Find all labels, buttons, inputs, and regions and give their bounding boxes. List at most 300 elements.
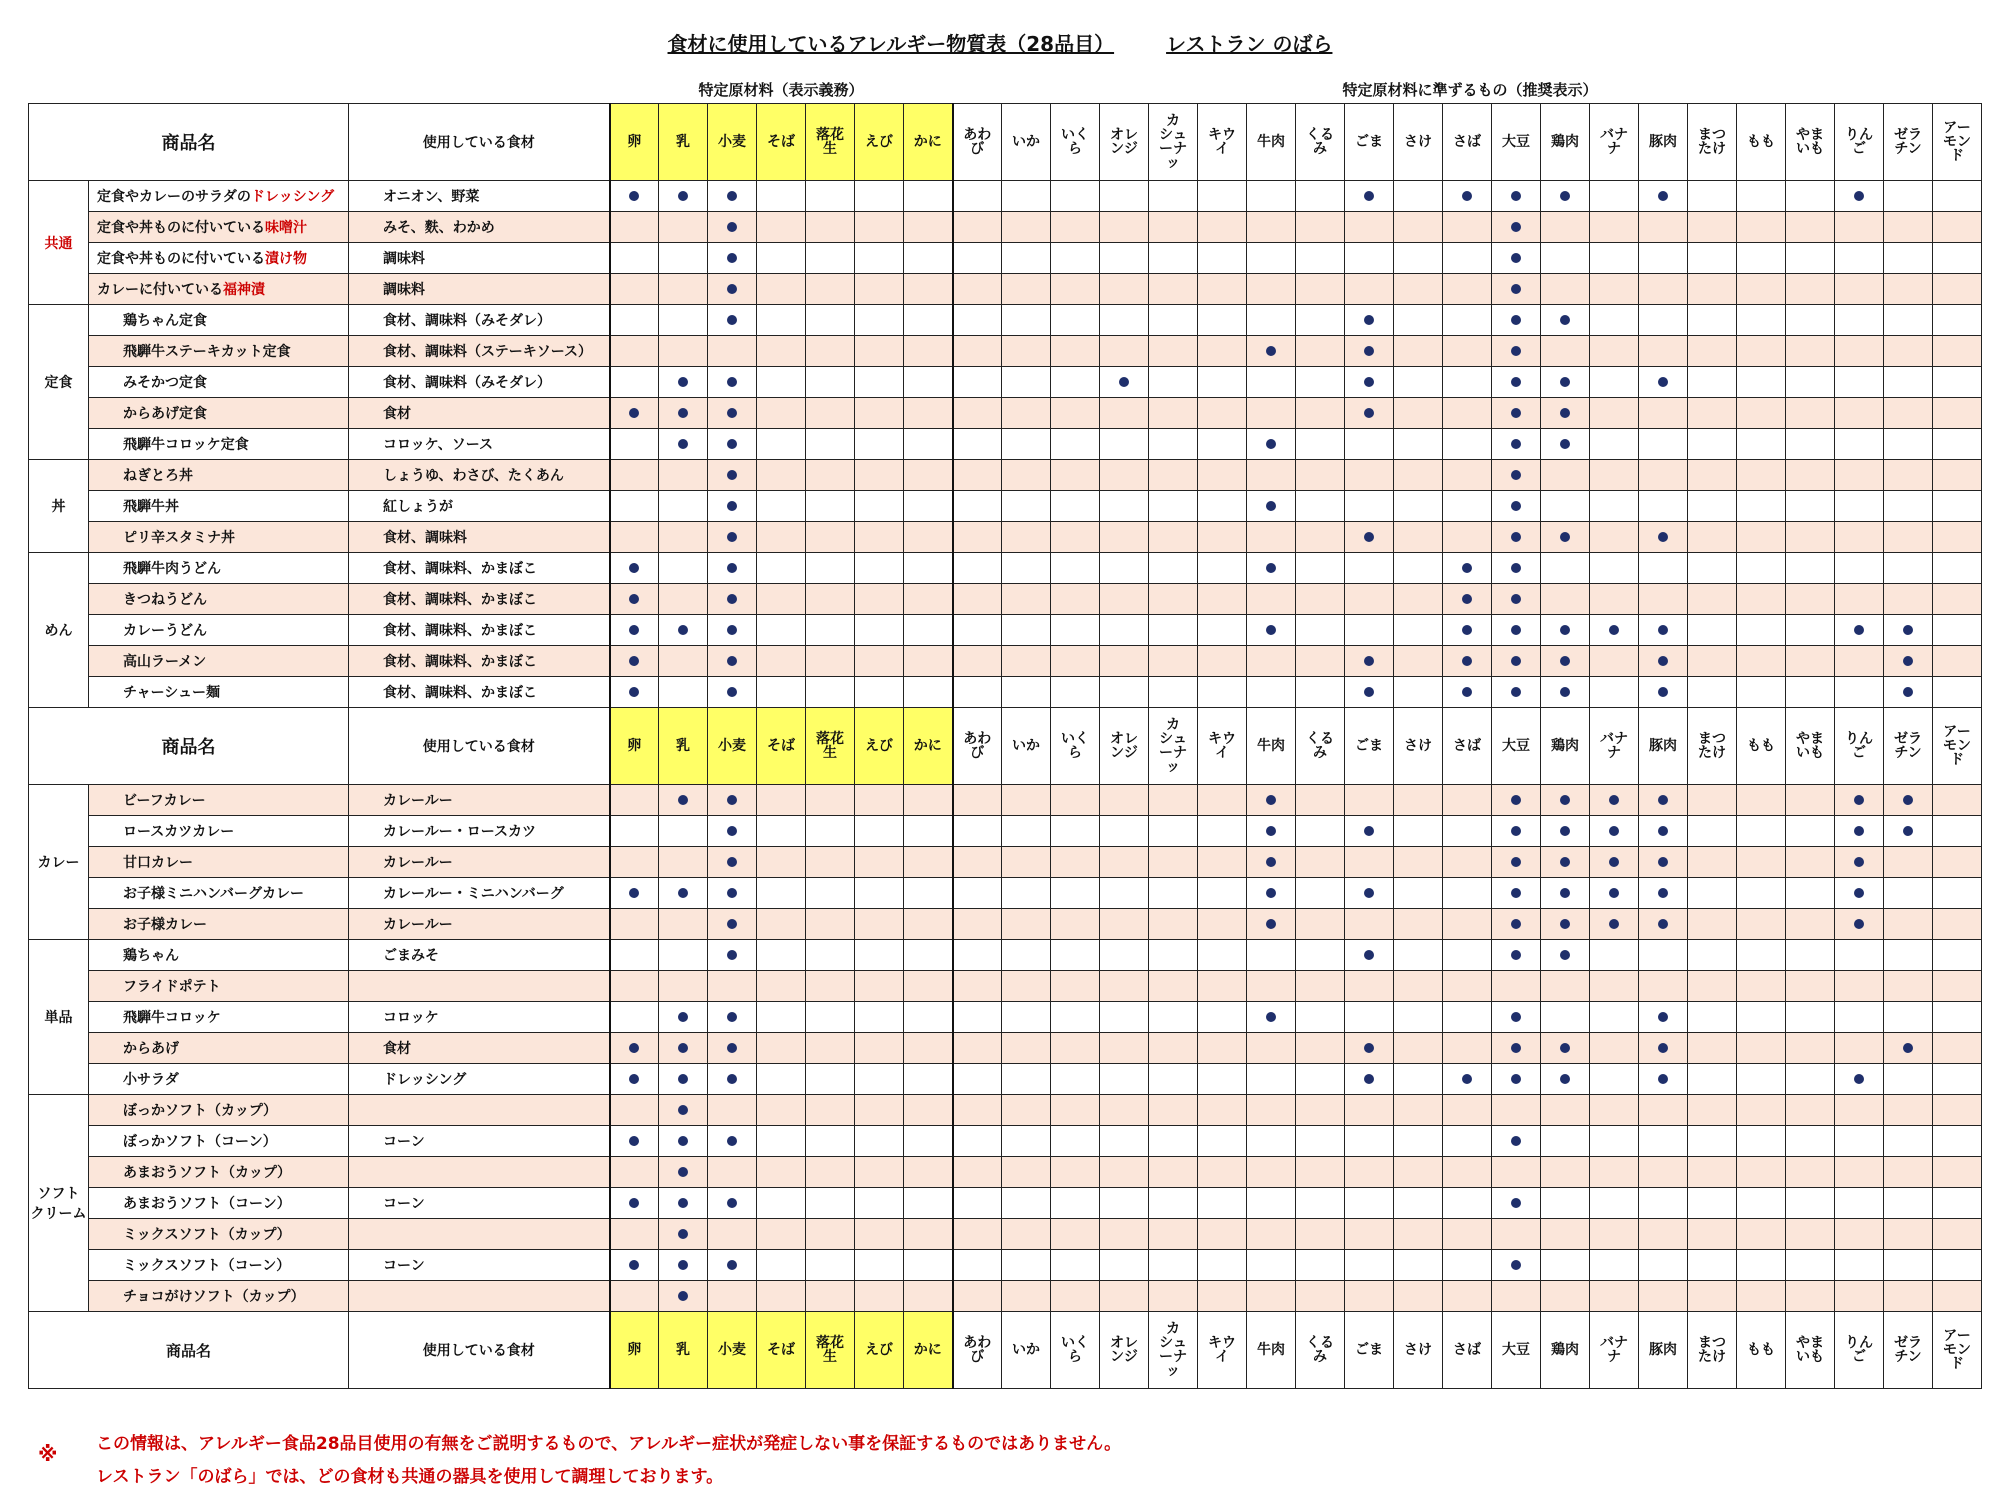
allergen-header: さけ <box>1394 104 1443 181</box>
allergen-cell <box>1639 1126 1688 1157</box>
product-name <box>89 460 349 491</box>
allergen-cell <box>806 460 855 491</box>
allergen-cell <box>806 305 855 336</box>
allergen-cell <box>1590 785 1639 816</box>
allergen-cell <box>1590 243 1639 274</box>
allergen-cell <box>1737 878 1786 909</box>
allergen-cell <box>806 1002 855 1033</box>
allergen-cell <box>1100 1033 1149 1064</box>
allergen-cell <box>1835 491 1884 522</box>
table-row <box>29 878 1982 909</box>
contains-dot-icon <box>1903 687 1913 697</box>
contains-dot-icon <box>1511 346 1521 356</box>
allergen-cell <box>1884 553 1933 584</box>
contains-dot-icon <box>1266 919 1276 929</box>
allergen-cell <box>1688 429 1737 460</box>
allergen-cell <box>1884 243 1933 274</box>
allergen-header: さば <box>1443 708 1492 785</box>
allergen-cell <box>1100 677 1149 708</box>
product-name <box>89 584 349 615</box>
ingredients-cell: カレールー <box>349 909 610 940</box>
allergen-cell <box>1443 1064 1492 1095</box>
allergen-cell <box>1198 553 1247 584</box>
allergen-header: 乳 <box>659 104 708 181</box>
contains-dot-icon <box>1560 950 1570 960</box>
allergen-cell <box>904 1219 953 1250</box>
allergen-cell <box>953 1095 1002 1126</box>
allergen-cell <box>610 274 659 305</box>
allergen-cell <box>1394 181 1443 212</box>
product-name <box>89 1064 349 1095</box>
restaurant-name: レストラン のばら <box>1166 32 1333 56</box>
allergen-cell <box>1541 1157 1590 1188</box>
allergen-cell <box>855 429 904 460</box>
product-name <box>89 522 349 553</box>
allergen-cell <box>610 1002 659 1033</box>
product-name <box>89 243 349 274</box>
allergen-header: あわ び <box>953 104 1002 181</box>
allergen-cell <box>806 1157 855 1188</box>
allergen-cell <box>1296 1281 1345 1312</box>
allergen-cell <box>1051 553 1100 584</box>
allergen-cell <box>1835 367 1884 398</box>
allergen-cell <box>1051 615 1100 646</box>
allergen-cell <box>757 553 806 584</box>
contains-dot-icon <box>1364 408 1374 418</box>
allergen-header: 豚肉 <box>1639 1312 1688 1389</box>
product-name-text: 鶏ちゃん <box>123 948 179 964</box>
ingredients-cell: カレールー・ミニハンバーグ <box>349 878 610 909</box>
product-name-text: からあげ <box>123 1041 179 1057</box>
allergen-cell <box>1394 212 1443 243</box>
allergen-cell <box>659 1281 708 1312</box>
header-ingredients: 使用している食材 <box>349 1312 610 1389</box>
allergen-cell <box>1933 460 1982 491</box>
allergen-header: さけ <box>1394 708 1443 785</box>
table-row <box>29 584 1982 615</box>
allergen-cell <box>806 181 855 212</box>
table-row <box>29 491 1982 522</box>
allergen-cell <box>1296 615 1345 646</box>
contains-dot-icon <box>1560 826 1570 836</box>
allergen-cell <box>1149 398 1198 429</box>
allergen-cell <box>1345 212 1394 243</box>
contains-dot-icon <box>1854 625 1864 635</box>
allergen-cell <box>1590 1250 1639 1281</box>
allergen-cell <box>610 847 659 878</box>
allergen-cell <box>1443 305 1492 336</box>
allergen-cell <box>1884 305 1933 336</box>
table-row <box>29 367 1982 398</box>
contains-dot-icon <box>1658 191 1668 201</box>
allergen-cell <box>1884 940 1933 971</box>
allergen-cell <box>659 1188 708 1219</box>
allergen-cell <box>953 909 1002 940</box>
allergen-cell <box>1786 909 1835 940</box>
contains-dot-icon <box>727 1260 737 1270</box>
allergen-cell <box>1492 398 1541 429</box>
allergen-cell <box>855 367 904 398</box>
allergen-cell <box>757 522 806 553</box>
allergen-cell <box>659 212 708 243</box>
table-row <box>29 1033 1982 1064</box>
product-name-text: 小サラダ <box>123 1072 179 1088</box>
allergen-cell <box>953 785 1002 816</box>
allergen-cell <box>1296 553 1345 584</box>
allergen-cell <box>1737 522 1786 553</box>
allergen-cell <box>1590 940 1639 971</box>
ingredients-cell: 紅しょうが <box>349 491 610 522</box>
allergen-cell <box>1051 878 1100 909</box>
allergen-header: そば <box>757 104 806 181</box>
allergen-cell <box>1492 212 1541 243</box>
allergen-cell <box>1786 1002 1835 1033</box>
contains-dot-icon <box>727 625 737 635</box>
allergen-cell <box>1051 491 1100 522</box>
allergen-header: キウ イ <box>1198 708 1247 785</box>
allergen-cell <box>708 398 757 429</box>
table-row <box>29 1219 1982 1250</box>
product-name-text: 飛騨牛丼 <box>123 499 179 515</box>
allergen-cell <box>659 460 708 491</box>
ingredients-cell: コロッケ、ソース <box>349 429 610 460</box>
group-header-recommended: 特定原材料に準ずるもの（推奨表示） <box>1342 81 1598 99</box>
allergen-cell <box>1198 615 1247 646</box>
allergen-cell <box>610 785 659 816</box>
allergen-cell <box>1443 584 1492 615</box>
allergen-cell <box>1051 460 1100 491</box>
contains-dot-icon <box>1364 1043 1374 1053</box>
note-line-2: レストラン「のばら」では、どの食材も共通の器具を使用して調理しております。 <box>96 1467 724 1487</box>
allergen-cell <box>757 429 806 460</box>
allergen-cell <box>708 274 757 305</box>
allergen-cell <box>1296 940 1345 971</box>
allergen-cell <box>1345 940 1394 971</box>
allergen-cell <box>1002 677 1051 708</box>
allergen-cell <box>757 1157 806 1188</box>
allergen-cell <box>1002 615 1051 646</box>
category-cell: 丼 <box>29 460 89 553</box>
allergen-cell <box>1100 615 1149 646</box>
allergen-cell <box>1688 971 1737 1002</box>
allergen-cell <box>904 398 953 429</box>
allergen-cell <box>1296 398 1345 429</box>
allergen-cell <box>1639 243 1688 274</box>
contains-dot-icon <box>1903 1043 1913 1053</box>
allergen-cell <box>904 1250 953 1281</box>
allergen-cell <box>1247 460 1296 491</box>
allergen-cell <box>1443 971 1492 1002</box>
allergen-cell <box>1590 909 1639 940</box>
allergen-cell <box>1492 1250 1541 1281</box>
allergen-cell <box>1296 1126 1345 1157</box>
allergen-cell <box>806 243 855 274</box>
product-name <box>89 181 349 212</box>
allergen-cell <box>1296 274 1345 305</box>
allergen-cell <box>1394 615 1443 646</box>
allergen-cell <box>1051 336 1100 367</box>
allergen-cell <box>610 367 659 398</box>
contains-dot-icon <box>1462 656 1472 666</box>
allergen-header: 卵 <box>610 104 659 181</box>
allergen-cell <box>855 971 904 1002</box>
allergen-header: さけ <box>1394 1312 1443 1389</box>
allergen-cell <box>1737 491 1786 522</box>
allergen-cell <box>1639 1157 1688 1188</box>
allergen-cell <box>806 584 855 615</box>
allergen-header: キウ イ <box>1198 1312 1247 1389</box>
allergen-cell <box>1394 584 1443 615</box>
allergen-cell <box>659 1157 708 1188</box>
contains-dot-icon <box>1560 656 1570 666</box>
contains-dot-icon <box>727 315 737 325</box>
allergen-cell <box>806 940 855 971</box>
contains-dot-icon <box>1854 826 1864 836</box>
allergen-cell <box>1394 1281 1443 1312</box>
allergen-cell <box>1198 1095 1247 1126</box>
allergen-cell <box>855 940 904 971</box>
contains-dot-icon <box>727 284 737 294</box>
allergen-cell <box>855 243 904 274</box>
allergen-cell <box>1884 429 1933 460</box>
ingredients-cell: 食材、調味料（みそダレ） <box>349 367 610 398</box>
allergen-cell <box>806 847 855 878</box>
allergen-cell <box>1149 1188 1198 1219</box>
allergen-cell <box>1541 615 1590 646</box>
allergen-cell <box>1933 553 1982 584</box>
allergen-cell <box>855 212 904 243</box>
allergen-cell <box>1002 274 1051 305</box>
product-name <box>89 847 349 878</box>
contains-dot-icon <box>1560 687 1570 697</box>
allergen-cell <box>1835 1281 1884 1312</box>
allergen-cell <box>610 584 659 615</box>
note-line-1: この情報は、アレルギー食品28品目使用の有無をご説明するもので、アレルギー症状が発症しない事を保証するものではありません。 <box>96 1434 1122 1454</box>
allergen-cell <box>1541 1188 1590 1219</box>
contains-dot-icon <box>1511 501 1521 511</box>
allergen-cell <box>1296 816 1345 847</box>
allergen-cell <box>1198 847 1247 878</box>
allergen-cell <box>1345 1219 1394 1250</box>
allergen-cell <box>1590 305 1639 336</box>
allergen-cell <box>1100 584 1149 615</box>
allergen-cell <box>1835 584 1884 615</box>
allergen-header: 乳 <box>659 1312 708 1389</box>
allergen-cell <box>1394 553 1443 584</box>
allergen-cell <box>1051 243 1100 274</box>
allergen-cell <box>1541 212 1590 243</box>
contains-dot-icon <box>1560 888 1570 898</box>
allergen-cell <box>1394 305 1443 336</box>
contains-dot-icon <box>1462 594 1472 604</box>
allergen-cell <box>1394 1126 1443 1157</box>
allergen-cell <box>855 336 904 367</box>
allergen-cell <box>659 1095 708 1126</box>
allergen-cell <box>953 553 1002 584</box>
allergen-cell <box>904 181 953 212</box>
product-name <box>89 398 349 429</box>
allergen-cell <box>1051 522 1100 553</box>
allergen-cell <box>1492 1126 1541 1157</box>
allergen-cell <box>1492 367 1541 398</box>
allergen-cell <box>1296 878 1345 909</box>
allergen-cell <box>1100 785 1149 816</box>
allergen-header: カ シュ ーナ ッ <box>1149 708 1198 785</box>
allergen-cell <box>1688 274 1737 305</box>
allergen-cell <box>1835 878 1884 909</box>
allergen-cell <box>1786 367 1835 398</box>
allergen-cell <box>1149 847 1198 878</box>
allergen-header: もも <box>1737 104 1786 181</box>
allergen-cell <box>1786 1250 1835 1281</box>
allergen-cell <box>1296 336 1345 367</box>
allergen-cell <box>806 429 855 460</box>
allergen-cell <box>1590 336 1639 367</box>
allergen-cell <box>1100 909 1149 940</box>
allergen-cell <box>1884 398 1933 429</box>
allergen-cell <box>1149 367 1198 398</box>
allergen-cell <box>757 181 806 212</box>
allergen-cell <box>1688 909 1737 940</box>
contains-dot-icon <box>678 1105 688 1115</box>
allergen-cell <box>1296 677 1345 708</box>
allergen-cell <box>1737 1219 1786 1250</box>
allergen-cell <box>1443 181 1492 212</box>
allergen-cell <box>1541 1095 1590 1126</box>
allergen-cell <box>1639 940 1688 971</box>
allergen-cell <box>1002 243 1051 274</box>
contains-dot-icon <box>1266 501 1276 511</box>
contains-dot-icon <box>1658 826 1668 836</box>
allergen-cell <box>1688 522 1737 553</box>
allergen-cell <box>1737 243 1786 274</box>
allergen-cell <box>1247 615 1296 646</box>
allergen-cell <box>610 212 659 243</box>
allergen-cell <box>1051 677 1100 708</box>
allergen-cell <box>1394 909 1443 940</box>
allergen-cell <box>708 1002 757 1033</box>
allergen-cell <box>1884 491 1933 522</box>
contains-dot-icon <box>678 795 688 805</box>
allergen-cell <box>1247 429 1296 460</box>
allergen-cell <box>1835 336 1884 367</box>
allergen-cell <box>953 398 1002 429</box>
allergen-cell <box>855 878 904 909</box>
allergen-header: りん ご <box>1835 104 1884 181</box>
allergen-cell <box>1884 522 1933 553</box>
allergen-cell <box>1639 398 1688 429</box>
allergen-header: えび <box>855 104 904 181</box>
contains-dot-icon <box>1364 191 1374 201</box>
allergen-cell <box>1884 847 1933 878</box>
allergen-cell <box>855 646 904 677</box>
allergen-cell <box>1688 398 1737 429</box>
allergen-cell <box>1051 181 1100 212</box>
table-row <box>29 553 1982 584</box>
allergen-cell <box>1835 553 1884 584</box>
allergen-cell <box>855 785 904 816</box>
allergen-cell <box>806 274 855 305</box>
allergen-cell <box>757 646 806 677</box>
allergen-cell <box>1100 243 1149 274</box>
allergen-cell <box>1590 646 1639 677</box>
allergen-cell <box>1198 646 1247 677</box>
allergen-cell <box>1737 460 1786 491</box>
allergen-cell <box>855 1157 904 1188</box>
allergen-cell <box>1149 1002 1198 1033</box>
allergen-cell <box>1933 367 1982 398</box>
allergen-cell <box>1198 1157 1247 1188</box>
allergen-cell <box>1002 785 1051 816</box>
allergen-cell <box>610 816 659 847</box>
allergen-header: 鶏肉 <box>1541 104 1590 181</box>
allergen-header: いく ら <box>1051 1312 1100 1389</box>
allergen-cell <box>1002 971 1051 1002</box>
contains-dot-icon <box>1511 563 1521 573</box>
allergen-cell <box>1394 677 1443 708</box>
allergen-cell <box>1884 816 1933 847</box>
allergen-cell <box>1051 646 1100 677</box>
allergen-cell <box>1345 460 1394 491</box>
allergen-cell <box>806 1033 855 1064</box>
allergen-cell <box>1492 1095 1541 1126</box>
table-row <box>29 615 1982 646</box>
allergen-cell <box>1639 847 1688 878</box>
contains-dot-icon <box>1658 888 1668 898</box>
allergen-cell <box>1296 429 1345 460</box>
allergen-cell <box>1100 429 1149 460</box>
contains-dot-icon <box>727 470 737 480</box>
allergen-cell <box>1296 1219 1345 1250</box>
ingredients-cell <box>349 1281 610 1312</box>
allergen-header: もも <box>1737 1312 1786 1389</box>
allergen-cell <box>1394 1188 1443 1219</box>
allergen-cell <box>1100 181 1149 212</box>
allergen-cell <box>1198 1033 1247 1064</box>
allergen-header: そば <box>757 708 806 785</box>
allergen-cell <box>708 1064 757 1095</box>
allergen-cell <box>1688 336 1737 367</box>
allergen-cell <box>659 909 708 940</box>
allergen-cell <box>1443 1126 1492 1157</box>
allergen-cell <box>1688 1250 1737 1281</box>
allergen-cell <box>1786 274 1835 305</box>
allergen-cell <box>1394 336 1443 367</box>
contains-dot-icon <box>1119 377 1129 387</box>
allergen-cell <box>1835 847 1884 878</box>
contains-dot-icon <box>1511 470 1521 480</box>
allergen-cell <box>1345 181 1394 212</box>
allergen-cell <box>1492 336 1541 367</box>
allergen-cell <box>1443 646 1492 677</box>
product-name <box>89 305 349 336</box>
allergen-cell <box>1247 398 1296 429</box>
allergen-cell <box>953 336 1002 367</box>
allergen-cell <box>1002 1250 1051 1281</box>
allergen-cell <box>1884 646 1933 677</box>
allergen-cell <box>1786 677 1835 708</box>
allergen-cell <box>610 243 659 274</box>
allergen-cell <box>953 615 1002 646</box>
allergen-cell <box>1247 1281 1296 1312</box>
ingredients-cell: 食材、調味料（みそダレ） <box>349 305 610 336</box>
allergen-cell <box>904 847 953 878</box>
contains-dot-icon <box>1511 795 1521 805</box>
allergen-cell <box>1688 305 1737 336</box>
ingredients-cell: コーン <box>349 1126 610 1157</box>
allergen-cell <box>904 1033 953 1064</box>
contains-dot-icon <box>727 439 737 449</box>
